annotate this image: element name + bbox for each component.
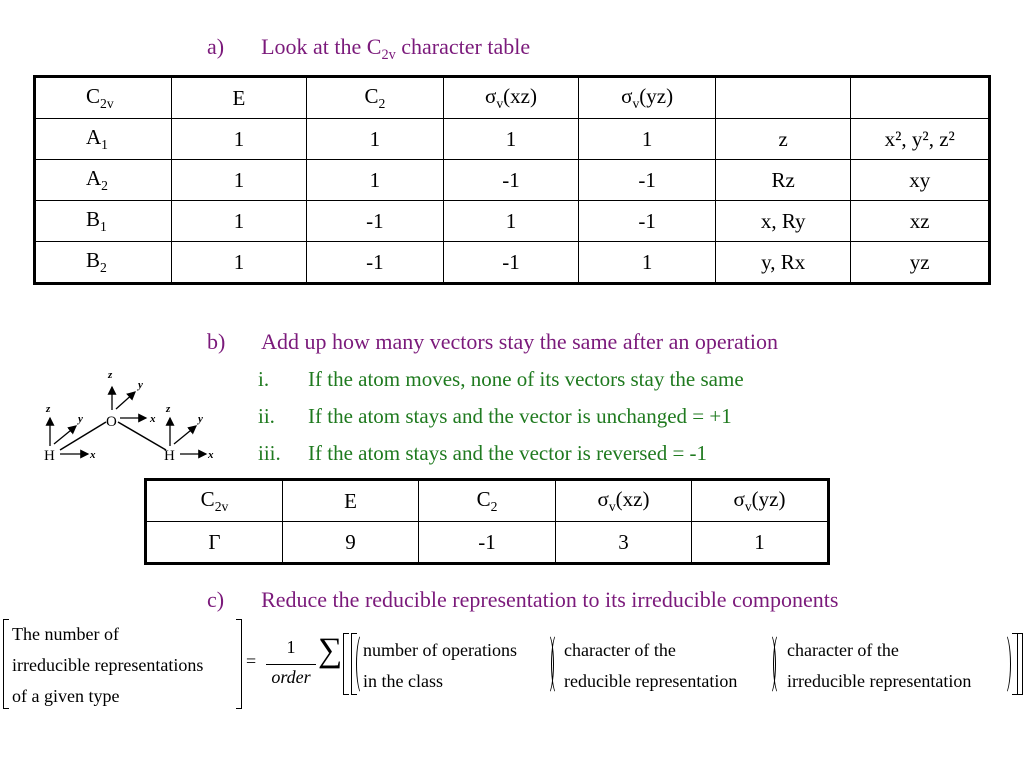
table-row <box>35 201 990 242</box>
term2-paren-left <box>551 633 564 695</box>
term-line: in the class <box>363 671 443 691</box>
header-sigma-xz: $\sigma_v(xz)$ <box>556 480 692 522</box>
o-y-label: y <box>138 379 143 391</box>
cell-sigma-xz: 3 <box>556 522 692 564</box>
cell-quadratic: yz <box>851 242 990 284</box>
lhs-bracket-left <box>3 619 9 709</box>
header-e: E <box>283 480 419 522</box>
hl-z-label: z <box>46 403 51 415</box>
term-line: reducible representation <box>564 671 738 691</box>
section-c-marker: c) <box>207 587 225 612</box>
atom-o-label: O <box>106 414 117 430</box>
header-blank-linear <box>715 77 851 119</box>
atom-h-right-label: H <box>164 448 175 464</box>
cell-linear: y, Rx <box>715 242 851 284</box>
reducible-representation-table <box>144 478 830 565</box>
cell-sigma-xz: -1 <box>443 160 579 201</box>
cell-linear: Rz <box>715 160 851 201</box>
water-molecule-diagram <box>38 362 218 467</box>
cell-e: 1 <box>171 119 306 160</box>
cell-linear: z <box>715 119 851 160</box>
cell-sigma-xz: -1 <box>443 242 579 284</box>
cell-sigma-yz: 1 <box>579 242 716 284</box>
cell-quadratic: x², y², z² <box>851 119 990 160</box>
equals-sign: = <box>246 651 257 671</box>
term-reducible <box>564 635 737 697</box>
section-c-heading <box>207 587 838 613</box>
o-y-arrow <box>116 392 135 409</box>
table-header-row <box>146 480 829 522</box>
row-label: $B_2$ <box>35 242 172 284</box>
list-item <box>258 367 744 392</box>
cell-sigma-yz: 1 <box>692 522 829 564</box>
header-sigma-yz: $\sigma_v(yz)$ <box>692 480 829 522</box>
list-item-number: i. <box>258 367 270 391</box>
header-c2: $C_2$ <box>307 77 443 119</box>
row-label-gamma: Γ <box>146 522 283 564</box>
hr-y-arrow <box>174 426 196 444</box>
header-blank-quadratic <box>851 77 990 119</box>
row-label: $B_1$ <box>35 201 172 242</box>
list-item-text: If the atom stays and the vector is unchanged = +1 <box>308 404 732 428</box>
hl-y-label: y <box>78 413 83 425</box>
outer-bracket-right-outer <box>1017 633 1023 695</box>
list-item-text: If the atom stays and the vector is reversed = -1 <box>308 441 708 465</box>
header-c2: $C_2$ <box>419 480 556 522</box>
fraction-denominator: order <box>271 667 311 687</box>
term3-paren-left <box>773 633 786 695</box>
cell-e: 1 <box>171 160 306 201</box>
section-a-heading <box>207 34 530 64</box>
section-a-text: Look at the $C_{2v}$ character table <box>261 34 531 63</box>
outer-bracket-left <box>343 633 349 695</box>
cell-quadratic: xz <box>851 201 990 242</box>
o-x-label: x <box>150 413 156 425</box>
lhs-bracket-right <box>236 619 242 709</box>
section-b-text: Add up how many vectors stay the same after an operation <box>261 329 778 354</box>
cell-c2: 1 <box>307 160 443 201</box>
term-line: number of operations <box>363 640 517 660</box>
hl-y-arrow <box>54 426 76 444</box>
cell-sigma-xz: 1 <box>443 119 579 160</box>
cell-sigma-xz: 1 <box>443 201 579 242</box>
table-row <box>35 160 990 201</box>
fraction-numerator: 1 <box>286 637 296 657</box>
list-item-number: iii. <box>258 441 281 465</box>
header-c2v: $C_{2v}$ <box>35 77 172 119</box>
section-c-text: Reduce the reducible representation to its irreducible components <box>261 587 839 612</box>
cell-e: 1 <box>171 242 306 284</box>
summation-symbol: ∑ <box>318 632 343 669</box>
cell-sigma-yz: -1 <box>579 160 716 201</box>
row-label: $A_1$ <box>35 119 172 160</box>
cell-e: 1 <box>171 201 306 242</box>
list-item-number: ii. <box>258 404 275 428</box>
o-z-label: z <box>108 369 113 381</box>
lhs-line: The number of <box>12 624 119 644</box>
header-sigma-yz: $\sigma_v(yz)$ <box>579 77 716 119</box>
table-header-row <box>35 77 990 119</box>
hr-y-label: y <box>198 413 203 425</box>
table-row <box>35 242 990 284</box>
hr-z-label: z <box>166 403 171 415</box>
atom-h-left-label: H <box>44 448 55 464</box>
term-line: character of the <box>787 640 899 660</box>
cell-quadratic: xy <box>851 160 990 201</box>
cell-c2: 1 <box>307 119 443 160</box>
section-b-heading <box>207 329 778 355</box>
lhs-text <box>12 619 203 712</box>
list-item <box>258 404 732 429</box>
cell-c2: -1 <box>307 242 443 284</box>
header-e: E <box>171 77 306 119</box>
table-row <box>35 119 990 160</box>
term3-paren-right <box>998 633 1011 695</box>
section-a-marker: a) <box>207 34 225 59</box>
cell-sigma-yz: 1 <box>579 119 716 160</box>
fraction-bar <box>266 664 316 665</box>
lhs-line: irreducible representations <box>12 655 204 675</box>
bond-right <box>118 422 166 450</box>
table-row <box>146 522 829 564</box>
cell-e: 9 <box>283 522 419 564</box>
term-line: character of the <box>564 640 676 660</box>
row-label: $A_2$ <box>35 160 172 201</box>
term-line: irreducible representation <box>787 671 972 691</box>
lhs-line: of a given type <box>12 686 120 706</box>
cell-c2: -1 <box>419 522 556 564</box>
hr-x-label: x <box>208 449 214 461</box>
cell-linear: x, Ry <box>715 201 851 242</box>
hl-x-label: x <box>90 449 96 461</box>
cell-c2: -1 <box>307 201 443 242</box>
cell-sigma-yz: -1 <box>579 201 716 242</box>
term-operations <box>363 635 517 697</box>
character-table <box>33 75 991 285</box>
bond-left <box>60 422 106 450</box>
header-sigma-xz: $\sigma_v(xz)$ <box>443 77 579 119</box>
list-item-text: If the atom moves, none of its vectors stay the same <box>308 367 744 391</box>
term-irreducible <box>787 635 971 697</box>
header-c2v: $C_{2v}$ <box>146 480 283 522</box>
list-item <box>258 441 707 466</box>
section-b-marker: b) <box>207 329 226 354</box>
